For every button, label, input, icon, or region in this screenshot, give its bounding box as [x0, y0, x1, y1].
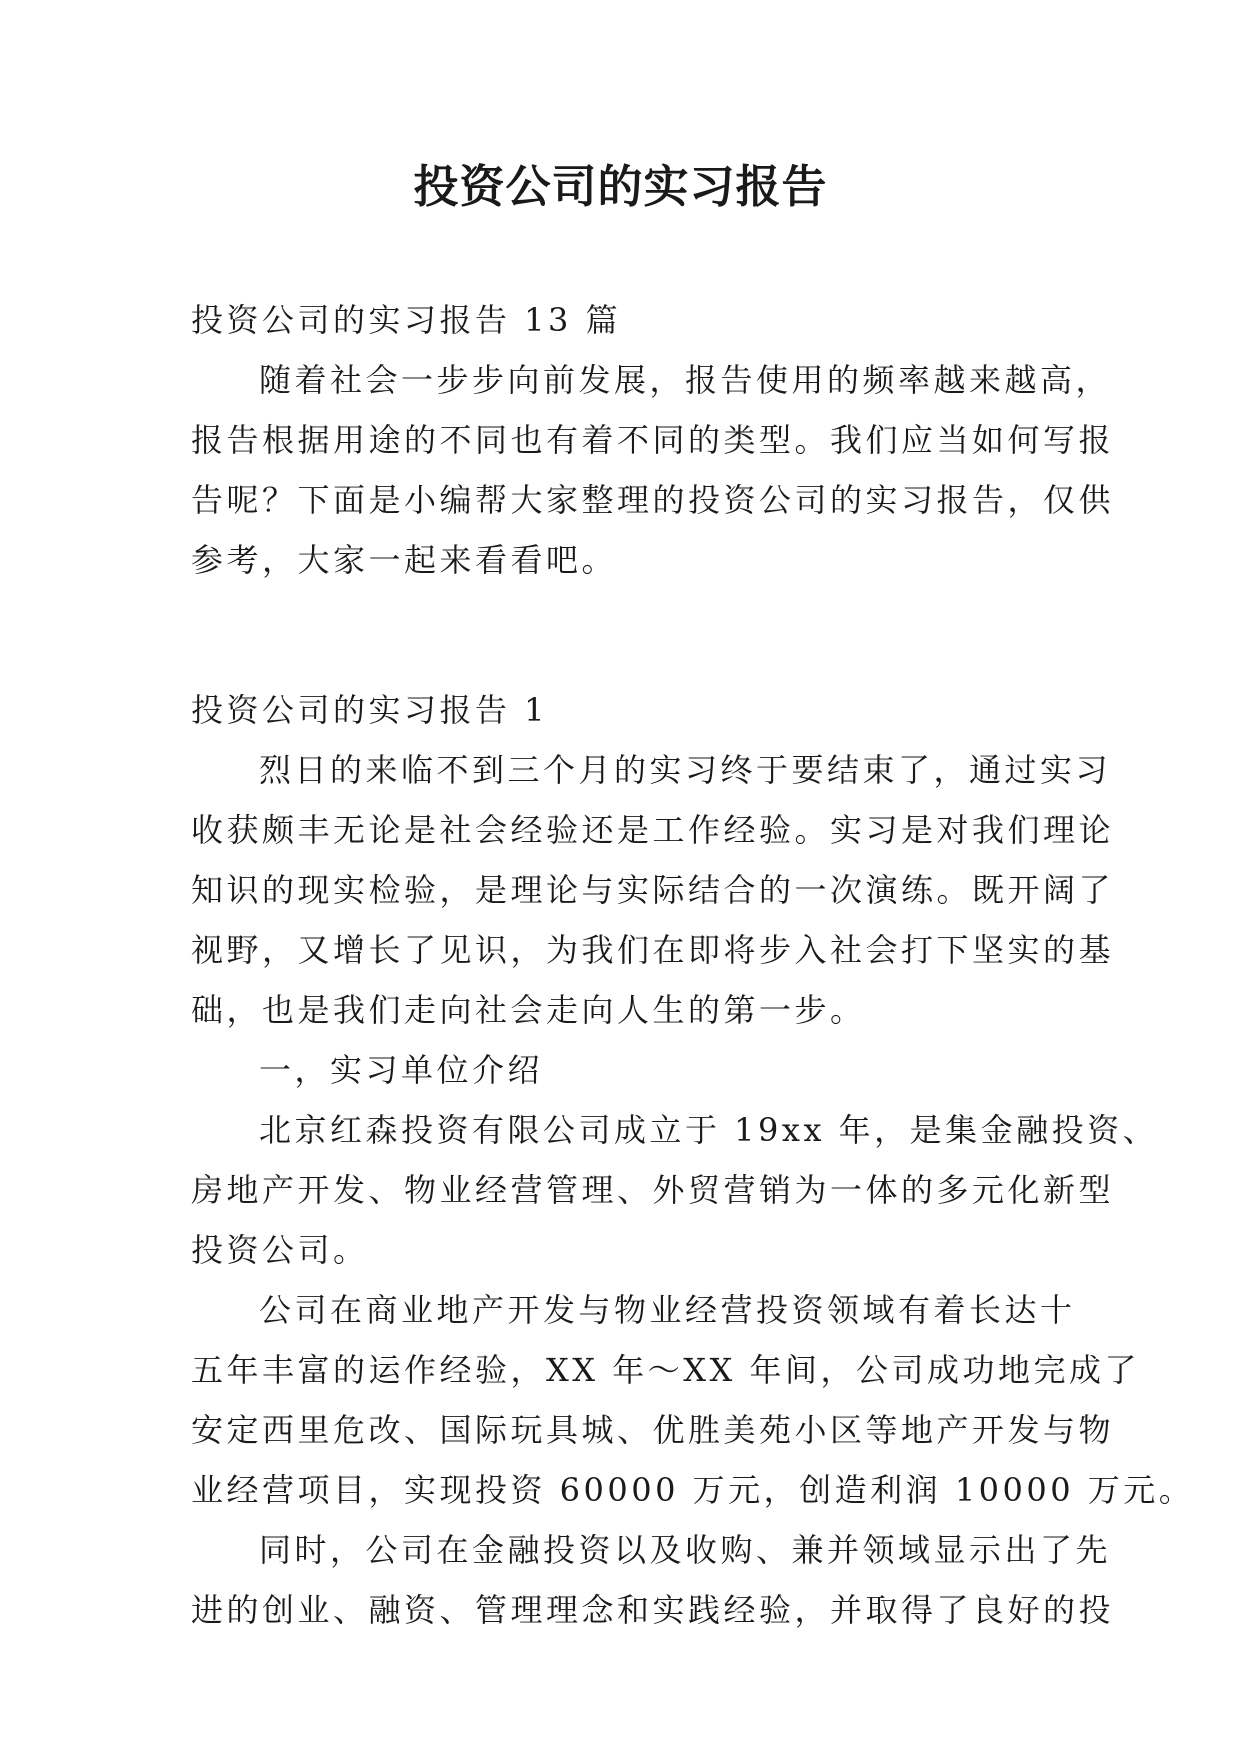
paragraph-line: 视野，又增长了见识，为我们在即将步入社会打下坚实的基 [191, 931, 1115, 969]
document-body [191, 290, 1195, 1640]
paragraph-line: 公司在商业地产开发与物业经营投资领域有着长达十 [259, 1291, 1076, 1329]
sub-heading: 一，实习单位介绍 [259, 1051, 544, 1089]
paragraph-line: 烈日的来临不到三个月的实习终于要结束了，通过实习 [259, 751, 1112, 789]
document-subtitle: 投资公司的实习报告 13 篇 [191, 301, 622, 339]
paragraph-line: 投资公司。 [191, 1231, 369, 1269]
intro-line: 报告根据用途的不同也有着不同的类型。我们应当如何写报 [191, 421, 1115, 459]
intro-line: 告呢？下面是小编帮大家整理的投资公司的实习报告，仅供 [191, 481, 1115, 519]
paragraph-line: 收获颇丰无论是社会经验还是工作经验。实习是对我们理论 [191, 811, 1115, 849]
intro-line: 参考，大家一起来看看吧。 [191, 541, 618, 579]
section-heading: 投资公司的实习报告 1 [191, 691, 549, 729]
paragraph-line: 础，也是我们走向社会走向人生的第一步。 [191, 991, 866, 1029]
paragraph-line: 五年丰富的运作经验，XX 年～XX 年间，公司成功地完成了 [191, 1351, 1140, 1389]
paragraph-line: 业经营项目，实现投资 60000 万元，创造利润 10000 万元。 [191, 1471, 1195, 1509]
paragraph-line: 进的创业、融资、管理理念和实践经验，并取得了良好的投 [191, 1591, 1115, 1629]
paragraph-line: 房地产开发、物业经营管理、外贸营销为一体的多元化新型 [191, 1171, 1115, 1209]
paragraph-line: 北京红森投资有限公司成立于 19xx 年，是集金融投资、 [259, 1111, 1159, 1149]
document-title: 投资公司的实习报告 [413, 160, 828, 213]
paragraph-line: 同时，公司在金融投资以及收购、兼并领域显示出了先 [259, 1531, 1112, 1569]
intro-line: 随着社会一步步向前发展，报告使用的频率越来越高， [259, 361, 1112, 399]
section-spacer [191, 590, 1061, 680]
paragraph-line: 知识的现实检验，是理论与实际结合的一次演练。既开阔了 [191, 871, 1115, 909]
paragraph-line: 安定西里危改、国际玩具城、优胜美苑小区等地产开发与物 [191, 1411, 1115, 1449]
